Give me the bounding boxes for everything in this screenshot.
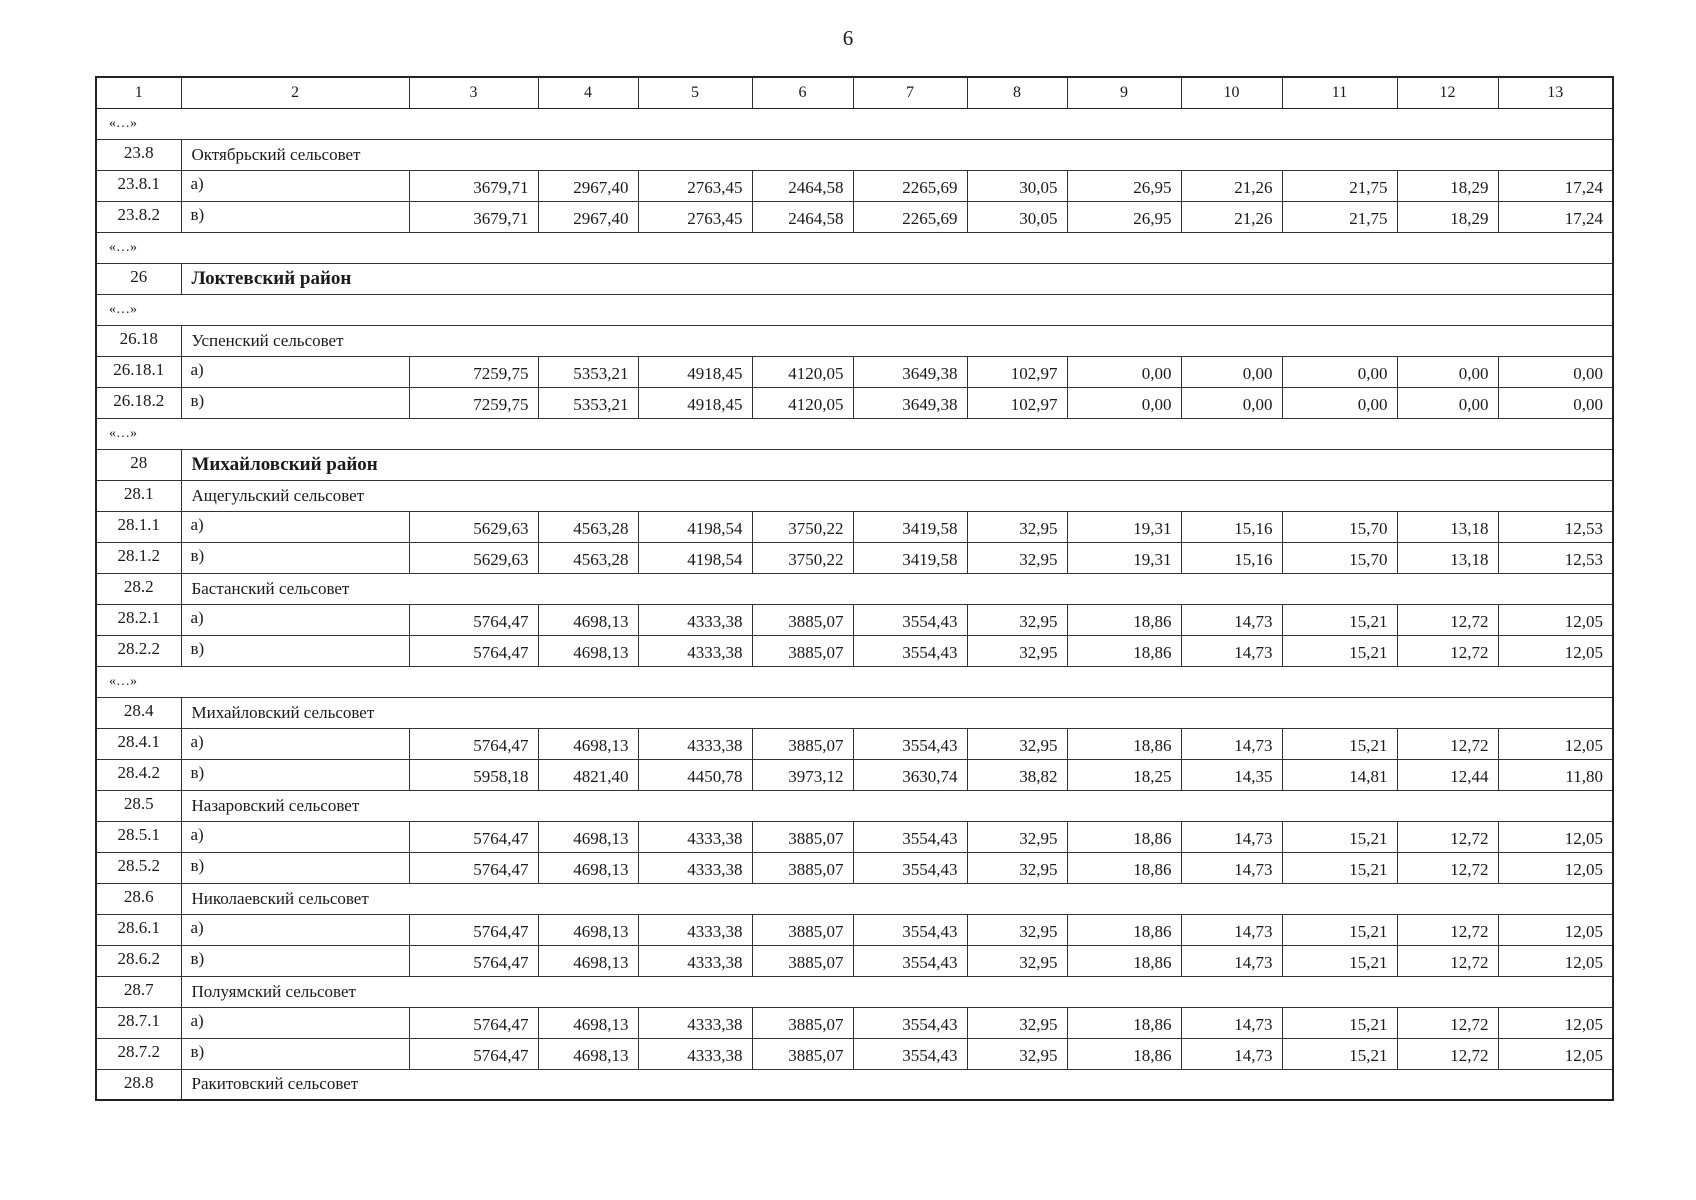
value-cell: 5764,47 — [409, 604, 538, 635]
value-cell: 0,00 — [1181, 356, 1282, 387]
value-cell: 14,73 — [1181, 852, 1282, 883]
value-cell: 12,72 — [1397, 728, 1498, 759]
value-cell: 12,72 — [1397, 821, 1498, 852]
value-cell: 26,95 — [1067, 170, 1181, 201]
value-cell: 18,86 — [1067, 821, 1181, 852]
row-number: 28.5.2 — [96, 852, 181, 883]
value-cell: 12,05 — [1498, 852, 1613, 883]
row-label: а) — [181, 914, 409, 945]
section-name: Успенский сельсовет — [181, 325, 1613, 356]
value-cell: 12,05 — [1498, 945, 1613, 976]
value-cell: 3554,43 — [853, 635, 967, 666]
column-number-cell: 5 — [638, 77, 752, 108]
row-number: 28.4.2 — [96, 759, 181, 790]
value-cell: 18,86 — [1067, 635, 1181, 666]
value-cell: 3973,12 — [752, 759, 853, 790]
value-cell: 0,00 — [1282, 387, 1397, 418]
value-cell: 12,72 — [1397, 1007, 1498, 1038]
value-cell: 14,73 — [1181, 821, 1282, 852]
value-cell: 18,86 — [1067, 945, 1181, 976]
row-number: 28.1.2 — [96, 542, 181, 573]
value-cell: 4333,38 — [638, 852, 752, 883]
row-label: в) — [181, 635, 409, 666]
row-number: 28.6.2 — [96, 945, 181, 976]
ellipsis-cell: «…» — [96, 666, 1613, 697]
value-cell: 4333,38 — [638, 945, 752, 976]
value-cell: 30,05 — [967, 170, 1067, 201]
value-cell: 4698,13 — [538, 635, 638, 666]
value-cell: 3679,71 — [409, 201, 538, 232]
value-cell: 14,35 — [1181, 759, 1282, 790]
section-name: Ракитовский сельсовет — [181, 1069, 1613, 1100]
value-cell: 14,73 — [1181, 728, 1282, 759]
value-cell: 102,97 — [967, 356, 1067, 387]
value-cell: 5764,47 — [409, 1038, 538, 1069]
row-number: 28.6.1 — [96, 914, 181, 945]
value-cell: 5764,47 — [409, 914, 538, 945]
value-cell: 0,00 — [1067, 387, 1181, 418]
column-number-cell: 10 — [1181, 77, 1282, 108]
value-cell: 3554,43 — [853, 728, 967, 759]
value-cell: 18,86 — [1067, 1007, 1181, 1038]
value-cell: 18,86 — [1067, 728, 1181, 759]
ellipsis-row — [96, 666, 1613, 697]
value-cell: 0,00 — [1498, 387, 1613, 418]
district-name: Михайловский район — [181, 449, 1613, 480]
table-row — [96, 759, 1613, 790]
value-cell: 3885,07 — [752, 821, 853, 852]
section-name: Бастанский сельсовет — [181, 573, 1613, 604]
value-cell: 12,72 — [1397, 635, 1498, 666]
value-cell: 32,95 — [967, 604, 1067, 635]
value-cell: 13,18 — [1397, 542, 1498, 573]
table-row — [96, 387, 1613, 418]
table-row — [96, 201, 1613, 232]
ellipsis-cell: «…» — [96, 232, 1613, 263]
section-number: 23.8 — [96, 139, 181, 170]
value-cell: 4450,78 — [638, 759, 752, 790]
value-cell: 30,05 — [967, 201, 1067, 232]
value-cell: 15,16 — [1181, 542, 1282, 573]
value-cell: 2967,40 — [538, 201, 638, 232]
value-cell: 32,95 — [967, 852, 1067, 883]
value-cell: 32,95 — [967, 635, 1067, 666]
table-row — [96, 604, 1613, 635]
column-number-cell: 4 — [538, 77, 638, 108]
value-cell: 17,24 — [1498, 170, 1613, 201]
value-cell: 4698,13 — [538, 852, 638, 883]
value-cell: 3750,22 — [752, 542, 853, 573]
value-cell: 15,21 — [1282, 852, 1397, 883]
value-cell: 14,73 — [1181, 1007, 1282, 1038]
table-row — [96, 914, 1613, 945]
value-cell: 12,72 — [1397, 914, 1498, 945]
row-number: 23.8.1 — [96, 170, 181, 201]
row-number: 28.5.1 — [96, 821, 181, 852]
table-row — [96, 728, 1613, 759]
value-cell: 3679,71 — [409, 170, 538, 201]
value-cell: 12,72 — [1397, 945, 1498, 976]
value-cell: 26,95 — [1067, 201, 1181, 232]
column-number-cell: 8 — [967, 77, 1067, 108]
column-number-cell: 1 — [96, 77, 181, 108]
row-number: 28.7.1 — [96, 1007, 181, 1038]
column-number-row — [96, 77, 1613, 108]
value-cell: 4333,38 — [638, 635, 752, 666]
value-cell: 15,21 — [1282, 604, 1397, 635]
value-cell: 15,70 — [1282, 511, 1397, 542]
value-cell: 14,73 — [1181, 945, 1282, 976]
value-cell: 12,05 — [1498, 1007, 1613, 1038]
value-cell: 5353,21 — [538, 356, 638, 387]
value-cell: 32,95 — [967, 542, 1067, 573]
value-cell: 5764,47 — [409, 635, 538, 666]
value-cell: 0,00 — [1067, 356, 1181, 387]
ellipsis-row — [96, 294, 1613, 325]
value-cell: 12,05 — [1498, 728, 1613, 759]
section-row — [96, 139, 1613, 170]
value-cell: 12,53 — [1498, 542, 1613, 573]
section-name: Назаровский сельсовет — [181, 790, 1613, 821]
table-row — [96, 356, 1613, 387]
ellipsis-row — [96, 108, 1613, 139]
row-number: 26.18.2 — [96, 387, 181, 418]
value-cell: 32,95 — [967, 1038, 1067, 1069]
value-cell: 11,80 — [1498, 759, 1613, 790]
table-row — [96, 511, 1613, 542]
value-cell: 4333,38 — [638, 604, 752, 635]
section-number: 28.4 — [96, 697, 181, 728]
column-number-cell: 12 — [1397, 77, 1498, 108]
value-cell: 7259,75 — [409, 387, 538, 418]
ellipsis-cell: «…» — [96, 108, 1613, 139]
section-row — [96, 790, 1613, 821]
section-number: 28.6 — [96, 883, 181, 914]
row-label: а) — [181, 511, 409, 542]
value-cell: 32,95 — [967, 728, 1067, 759]
column-number-cell: 7 — [853, 77, 967, 108]
value-cell: 21,75 — [1282, 201, 1397, 232]
value-cell: 5629,63 — [409, 542, 538, 573]
value-cell: 4918,45 — [638, 356, 752, 387]
row-label: в) — [181, 1038, 409, 1069]
value-cell: 12,05 — [1498, 1038, 1613, 1069]
value-cell: 4821,40 — [538, 759, 638, 790]
column-number-cell: 2 — [181, 77, 409, 108]
page-number: 6 — [842, 26, 854, 50]
row-label: в) — [181, 201, 409, 232]
value-cell: 5764,47 — [409, 945, 538, 976]
table-row — [96, 1007, 1613, 1038]
column-number-cell: 11 — [1282, 77, 1397, 108]
section-number: 26.18 — [96, 325, 181, 356]
value-cell: 12,72 — [1397, 604, 1498, 635]
value-cell: 3885,07 — [752, 635, 853, 666]
district-row — [96, 449, 1613, 480]
value-cell: 32,95 — [967, 821, 1067, 852]
value-cell: 12,72 — [1397, 1038, 1498, 1069]
value-cell: 14,73 — [1181, 635, 1282, 666]
value-cell: 4198,54 — [638, 511, 752, 542]
value-cell: 2763,45 — [638, 201, 752, 232]
value-cell: 4698,13 — [538, 604, 638, 635]
value-cell: 15,21 — [1282, 914, 1397, 945]
value-cell: 4918,45 — [638, 387, 752, 418]
table-row — [96, 542, 1613, 573]
value-cell: 15,70 — [1282, 542, 1397, 573]
value-cell: 13,18 — [1397, 511, 1498, 542]
value-cell: 21,26 — [1181, 201, 1282, 232]
value-cell: 3419,58 — [853, 542, 967, 573]
value-cell: 5764,47 — [409, 852, 538, 883]
section-name: Михайловский сельсовет — [181, 697, 1613, 728]
value-cell: 15,21 — [1282, 821, 1397, 852]
value-cell: 21,26 — [1181, 170, 1282, 201]
value-cell: 14,73 — [1181, 1038, 1282, 1069]
value-cell: 32,95 — [967, 511, 1067, 542]
tariff-table — [95, 76, 1614, 1101]
value-cell: 0,00 — [1397, 387, 1498, 418]
section-number: 28.5 — [96, 790, 181, 821]
row-label: в) — [181, 387, 409, 418]
section-name: Октябрьский сельсовет — [181, 139, 1613, 170]
value-cell: 12,72 — [1397, 852, 1498, 883]
value-cell: 14,81 — [1282, 759, 1397, 790]
value-cell: 3885,07 — [752, 1038, 853, 1069]
table-body — [96, 77, 1613, 1100]
section-name: Ащегульский сельсовет — [181, 480, 1613, 511]
column-number-cell: 6 — [752, 77, 853, 108]
section-name: Полуямский сельсовет — [181, 976, 1613, 1007]
value-cell: 3554,43 — [853, 945, 967, 976]
value-cell: 3554,43 — [853, 914, 967, 945]
value-cell: 2763,45 — [638, 170, 752, 201]
value-cell: 0,00 — [1282, 356, 1397, 387]
section-row — [96, 976, 1613, 1007]
row-label: а) — [181, 356, 409, 387]
district-number: 28 — [96, 449, 181, 480]
value-cell: 12,05 — [1498, 821, 1613, 852]
value-cell: 18,86 — [1067, 604, 1181, 635]
value-cell: 2464,58 — [752, 170, 853, 201]
value-cell: 7259,75 — [409, 356, 538, 387]
value-cell: 15,21 — [1282, 635, 1397, 666]
value-cell: 3750,22 — [752, 511, 853, 542]
value-cell: 4120,05 — [752, 356, 853, 387]
value-cell: 3885,07 — [752, 852, 853, 883]
value-cell: 3885,07 — [752, 945, 853, 976]
section-row — [96, 883, 1613, 914]
section-row — [96, 325, 1613, 356]
row-label: а) — [181, 604, 409, 635]
row-number: 28.7.2 — [96, 1038, 181, 1069]
value-cell: 15,16 — [1181, 511, 1282, 542]
value-cell: 3885,07 — [752, 604, 853, 635]
value-cell: 4698,13 — [538, 1038, 638, 1069]
value-cell: 19,31 — [1067, 542, 1181, 573]
value-cell: 2265,69 — [853, 201, 967, 232]
value-cell: 2464,58 — [752, 201, 853, 232]
row-number: 28.2.2 — [96, 635, 181, 666]
table-row — [96, 852, 1613, 883]
value-cell: 3554,43 — [853, 852, 967, 883]
value-cell: 3554,43 — [853, 1007, 967, 1038]
district-name: Локтевский район — [181, 263, 1613, 294]
row-label: а) — [181, 728, 409, 759]
column-number-cell: 9 — [1067, 77, 1181, 108]
value-cell: 4333,38 — [638, 914, 752, 945]
value-cell: 3419,58 — [853, 511, 967, 542]
section-number: 28.1 — [96, 480, 181, 511]
ellipsis-cell: «…» — [96, 294, 1613, 325]
value-cell: 3554,43 — [853, 604, 967, 635]
row-number: 26.18.1 — [96, 356, 181, 387]
value-cell: 5353,21 — [538, 387, 638, 418]
value-cell: 4333,38 — [638, 1038, 752, 1069]
value-cell: 18,29 — [1397, 170, 1498, 201]
value-cell: 5764,47 — [409, 728, 538, 759]
value-cell: 0,00 — [1181, 387, 1282, 418]
value-cell: 4563,28 — [538, 511, 638, 542]
value-cell: 17,24 — [1498, 201, 1613, 232]
value-cell: 38,82 — [967, 759, 1067, 790]
value-cell: 3554,43 — [853, 1038, 967, 1069]
value-cell: 15,21 — [1282, 1038, 1397, 1069]
value-cell: 32,95 — [967, 914, 1067, 945]
value-cell: 3885,07 — [752, 914, 853, 945]
value-cell: 3649,38 — [853, 356, 967, 387]
table-row — [96, 170, 1613, 201]
value-cell: 2265,69 — [853, 170, 967, 201]
value-cell: 12,53 — [1498, 511, 1613, 542]
value-cell: 18,29 — [1397, 201, 1498, 232]
value-cell: 4698,13 — [538, 821, 638, 852]
row-label: в) — [181, 542, 409, 573]
value-cell: 19,31 — [1067, 511, 1181, 542]
row-label: а) — [181, 1007, 409, 1038]
row-number: 23.8.2 — [96, 201, 181, 232]
value-cell: 4698,13 — [538, 945, 638, 976]
row-label: а) — [181, 821, 409, 852]
row-label: а) — [181, 170, 409, 201]
value-cell: 5629,63 — [409, 511, 538, 542]
value-cell: 18,86 — [1067, 1038, 1181, 1069]
district-row — [96, 263, 1613, 294]
value-cell: 5764,47 — [409, 1007, 538, 1038]
value-cell: 4698,13 — [538, 914, 638, 945]
value-cell: 12,05 — [1498, 604, 1613, 635]
value-cell: 14,73 — [1181, 604, 1282, 635]
section-number: 28.2 — [96, 573, 181, 604]
section-row — [96, 1069, 1613, 1100]
value-cell: 2967,40 — [538, 170, 638, 201]
value-cell: 3630,74 — [853, 759, 967, 790]
section-number: 28.7 — [96, 976, 181, 1007]
value-cell: 32,95 — [967, 1007, 1067, 1038]
ellipsis-cell: «…» — [96, 418, 1613, 449]
value-cell: 4698,13 — [538, 728, 638, 759]
row-label: в) — [181, 945, 409, 976]
value-cell: 5958,18 — [409, 759, 538, 790]
value-cell: 3885,07 — [752, 728, 853, 759]
value-cell: 14,73 — [1181, 914, 1282, 945]
value-cell: 18,86 — [1067, 852, 1181, 883]
value-cell: 4333,38 — [638, 728, 752, 759]
table-row — [96, 635, 1613, 666]
row-number: 28.1.1 — [96, 511, 181, 542]
ellipsis-row — [96, 232, 1613, 263]
value-cell: 4198,54 — [638, 542, 752, 573]
value-cell: 3885,07 — [752, 1007, 853, 1038]
value-cell: 15,21 — [1282, 1007, 1397, 1038]
section-row — [96, 480, 1613, 511]
value-cell: 102,97 — [967, 387, 1067, 418]
value-cell: 32,95 — [967, 945, 1067, 976]
table-row — [96, 945, 1613, 976]
value-cell: 21,75 — [1282, 170, 1397, 201]
value-cell: 15,21 — [1282, 945, 1397, 976]
value-cell: 0,00 — [1498, 356, 1613, 387]
value-cell: 12,05 — [1498, 914, 1613, 945]
column-number-cell: 3 — [409, 77, 538, 108]
value-cell: 4563,28 — [538, 542, 638, 573]
row-label: в) — [181, 759, 409, 790]
section-row — [96, 697, 1613, 728]
table-row — [96, 1038, 1613, 1069]
value-cell: 12,05 — [1498, 635, 1613, 666]
value-cell: 4333,38 — [638, 1007, 752, 1038]
section-number: 28.8 — [96, 1069, 181, 1100]
value-cell: 15,21 — [1282, 728, 1397, 759]
value-cell: 0,00 — [1397, 356, 1498, 387]
row-label: в) — [181, 852, 409, 883]
section-row — [96, 573, 1613, 604]
value-cell: 18,86 — [1067, 914, 1181, 945]
value-cell: 4698,13 — [538, 1007, 638, 1038]
value-cell: 4333,38 — [638, 821, 752, 852]
ellipsis-row — [96, 418, 1613, 449]
value-cell: 3554,43 — [853, 821, 967, 852]
table-row — [96, 821, 1613, 852]
value-cell: 12,44 — [1397, 759, 1498, 790]
value-cell: 5764,47 — [409, 821, 538, 852]
value-cell: 4120,05 — [752, 387, 853, 418]
row-number: 28.4.1 — [96, 728, 181, 759]
district-number: 26 — [96, 263, 181, 294]
value-cell: 3649,38 — [853, 387, 967, 418]
section-name: Николаевский сельсовет — [181, 883, 1613, 914]
value-cell: 18,25 — [1067, 759, 1181, 790]
row-number: 28.2.1 — [96, 604, 181, 635]
column-number-cell: 13 — [1498, 77, 1613, 108]
